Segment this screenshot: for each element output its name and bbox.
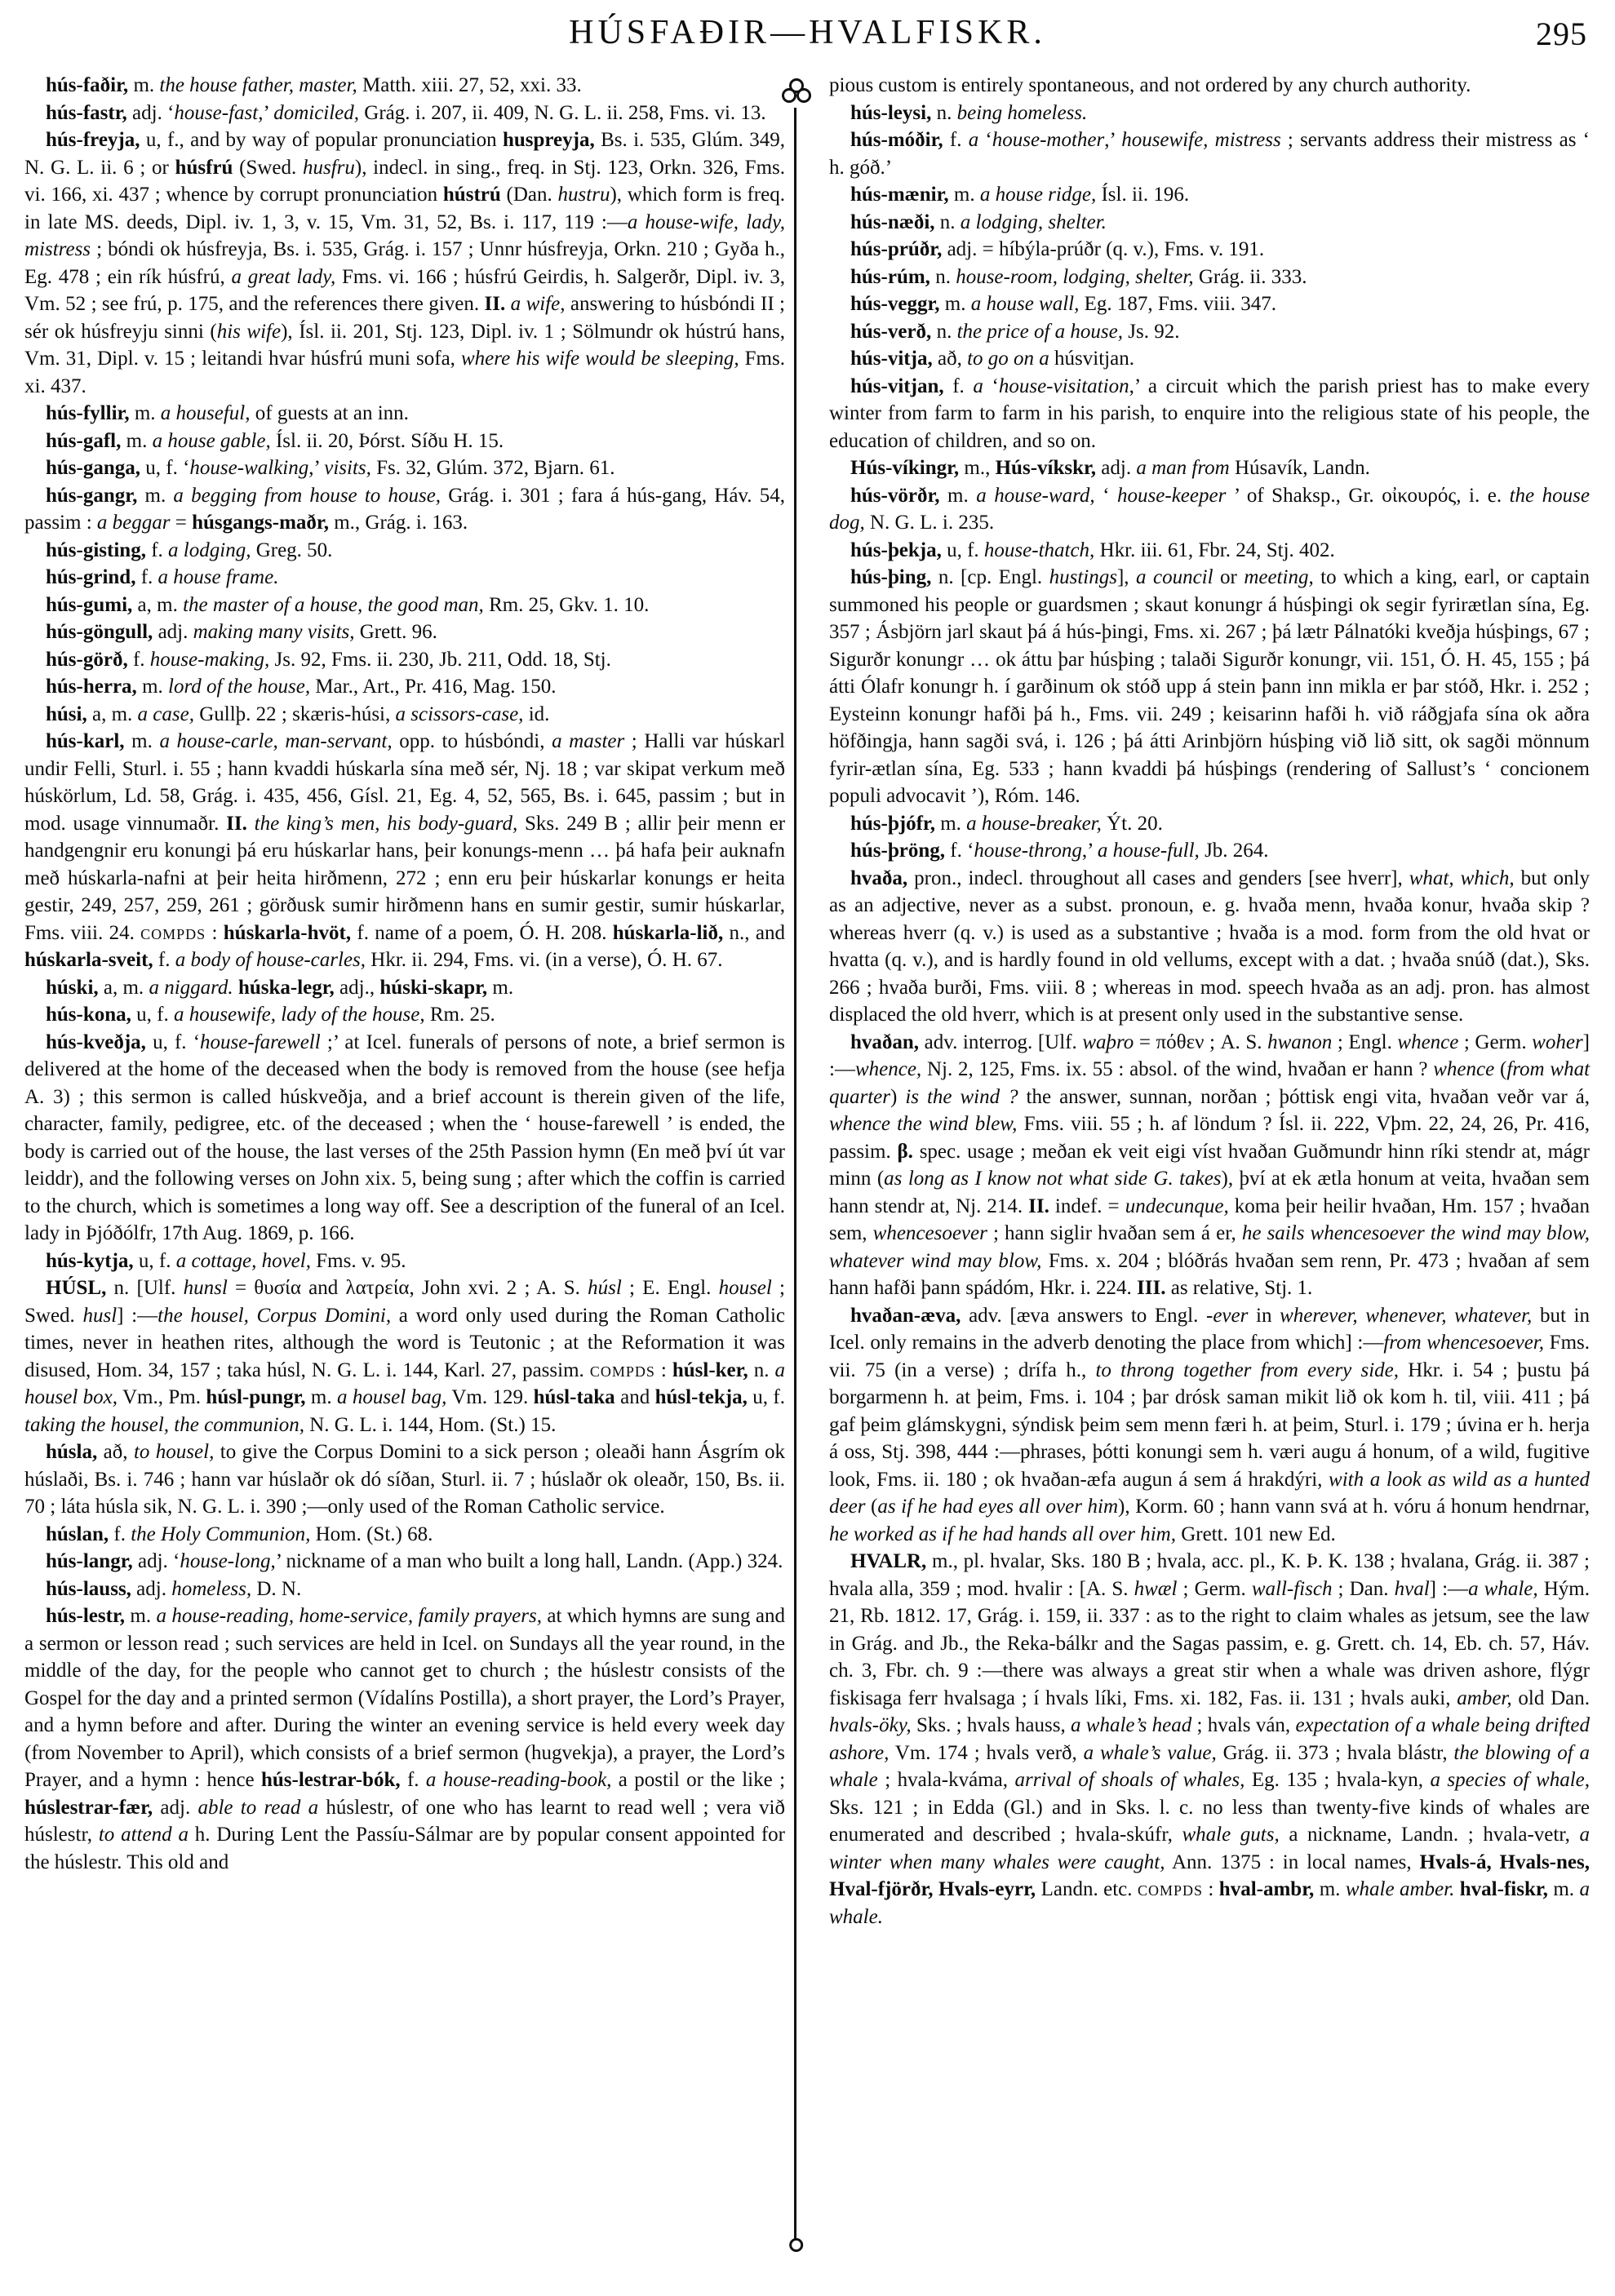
dictionary-entry: hús-faðir, m. the house father, master, Matth. xiii. 27, 52, xxi. 33. [46,74,582,96]
dictionary-entry: hús-mænir, m. a house ridge, Ísl. ii. 196. [850,184,1190,206]
dictionary-entry: hús-görð, f. house-making, Js. 92, Fms. ii. 230, Jb. 211, Odd. 18, Stj. [46,648,611,671]
dictionary-entry: hvaðan, adv. interrog. [Ulf. waþro = πόθεν ; A. S. hwanon ; Engl. whence ; Germ. woher] :—whence, Nj. 2, 125, Fms. ix. 55 : absol. of the wind, hvaðan er hann ? whence (from what quarter) is the wind ? the answer, sunnan, norðan ; þóttisk engi vita, hvaðan veðr var á, whence the wind blew, Fms. viii. 55 ; h. af löndum ? Ísl. ii. 222, Vþm. 22, 24, 26, Pr. 416, passim. β. spec. usage ; meðan ek veit eigi víst hvaðan Guðmundr hinn ríki stendr at, mágr minn (as long as I know not what side G. takes), því at ek ætla honum at veita, hvaðan sem hann stendr at, Nj. 214. II. indef. = undecunque, koma þeir heilir hvaðan, Hm. 157 ; hvaðan sem, whencesoever ; hann siglir hvaðan sem á er, he sails whencesoever the wind may blow, whatever wind may blow, Fms. x. 204 ; blóðrás hvaðan sem renn, Pr. 473 ; hvaðan af sem hann hafði þann spádóm, Hkr. i. 224. III. as relative, Stj. 1. [829,1031,1591,1299]
dictionary-entry: hús-þröng, f. ‘house-throng,’ a house-full, Jb. 264. [850,840,1269,862]
dictionary-entry: húslan, f. the Holy Communion, Hom. (St.) 68. [46,1523,433,1545]
dictionary-entry: hús-kveðja, u, f. ‘house-farewell ;’ at Icel. funerals of persons of note, a brief sermon is delivered at the home of the deceased when the body is removed from the house (see hefja A. 3) ; this sermon is called húskveðja, and a brief account is therein given of the life, character, family, pedigree, etc. of the deceased ; when the ‘ house-farewell ’ is ended, the body is carried out of the house, the last verses of the 25th Passion hymn (En með því út var leiddr), and the following verses on John xix. 5, being sung ; after which the coffin is carried to the church, which is sometimes a long way off. See a description of the funeral of an Icel. lady in Þjóðólfr, 17th Aug. 1869, p. 166. [24,1031,785,1244]
dictionary-entry: hús-gafl, m. a house gable, Ísl. ii. 20, Þórst. Síðu H. 15. [46,429,504,452]
right-column [829,72,1590,1930]
trefoil-ornament-icon [781,78,810,106]
dictionary-entry: hús-gangr, m. a begging from house to house, Grág. i. 301 ; fara á hús-gang, Háv. 54, passim : a beggar = húsgangs-maðr, m., Grág. i. 163. [24,484,785,534]
column-divider-rule [794,108,796,2239]
dictionary-entry: hús-gumi, a, m. the master of a house, the good man, Rm. 25, Gkv. 1. 10. [46,593,650,616]
dictionary-entry: hús-þing, n. [cp. Engl. hustings], a council or meeting, to which a king, earl, or captain summoned his people or guardsmen ; skaut konungr á húsþingi ok segir fyrirætlan sína, Eg. 357 ; Ásbjörn jarl skaut þá á hús-þingi, Fms. xi. 267 ; þá lætr Pálnatóki kveðja húsþings, 67 ; Sigurðr konungr … ok áttu þar húsþing ; talaði Sigurðr konungr, vii. 151, Ó. H. 45, 155 ; þá átti Ólafr konungr h. í garðinum ok stóð upp á stein þann inn mikla er þar stóð, Hkr. i. 252 ; Eysteinn konungr hafði þá h., Fms. vii. 249 ; keisarinn hafði h. við ráðgjafa sína ok aðra höfðingja, hann sagði svá, i. 126 ; þá átti Arinbjörn húsþing við lið sitt, ok sagði mönnum fyrir-ætlan sína, Eg. 533 ; hann kvaddi þá húsþings (rendering of Sallust’s ‘ concionem populi advocavit ’), Róm. 146. [829,566,1590,807]
dictionary-entry: hús-kytja, u, f. a cottage, hovel, Fms. v. 95. [46,1249,406,1272]
dictionary-entry: hús-vitja, að, to go on a húsvitjan. [850,348,1134,370]
dictionary-entry: húsi, a, m. a case, Gullþ. 22 ; skæris-húsi, a scissors-case, id. [46,703,550,725]
left-column [24,72,785,1876]
dictionary-entry: hvaðan-æva, adv. [æva answers to Engl. -ever in wherever, whenever, whatever, but in Icel. only remains in the adverb denoting the place from which] :—from whencesoever, Fms. vii. 75 (in a verse) ; drífa h., to throng together from every side, Hkr. i. 54 ; þustu þá borgarmenn h. at þeim, Fms. i. 104 ; þar drósk saman mikit lið ok kom h. til, viii. 411 ; þá gaf þeim glámskygni, sýndisk þeim sem menn færi h. at þeim, Sturl. i. 179 ; úvina er h. herja á oss, Stj. 398, 444 :—phrases, þótti konungi sem h. væri augu á honum, of a wild, fugitive look, Fms. ii. 180 ; ok hvaðan-æfa augun á sem á hrakdýri, with a look as wild as a hunted deer (as if he had eyes all over him), Korm. 60 ; hann vann svá at h. vóru á honum hendrnar, he worked as if he had hands all over him, Grett. 101 new Ed. [829,1304,1590,1545]
dictionary-entry: hús-herra, m. lord of the house, Mar., Art., Pr. 416, Mag. 150. [46,676,557,698]
dictionary-entry: hús-næði, n. a lodging, shelter. [850,211,1107,233]
dictionary-entry: hús-vitjan, f. a ‘house-visitation,’ a circuit which the parish priest has to make every winter from farm to farm in his parish, to enquire into the religious state of his people, the education of children, and so on. [829,375,1591,452]
dictionary-entry: hús-kona, u, f. a housewife, lady of the house, Rm. 25. [46,1004,495,1026]
dictionary-entry: hús-karl, m. a house-carle, man-servant, opp. to húsbóndi, a master ; Halli var húskarl undir Felli, Sturl. i. 55 ; hann kvaddi húskarla sína með sér, Nj. 18 ; var skipat verkum með húskörlum, Ld. 58, Grág. i. 435, 456, Gísl. 21, Eg. 4, 52, 565, Bs. i. 645, passim ; but in mod. usage vinnumaðr. II. the king’s men, his body-guard, Sks. 249 B ; allir þeir menn er handgengnir eru konungi þá eru húskarlar hans, þeir konungs-menn … þá hafa þeir auknafn með húskarla-nafni at þeir heita hirðmenn, 272 ; enn eru þeir húskarlar konungs er heita gestir, 249, 257, 259, 261 ; görðusk sumir hirðmenn hans en sumir gestir, sumir húskarlar, Fms. viii. 24. compds : húskarla-hvöt, f. name of a poem, Ó. H. 208. húskarla-lið, n., and húskarla-sveit, f. a body of house-carles, Hkr. ii. 294, Fms. vi. (in a verse), Ó. H. 67. [24,730,786,971]
dictionary-entry: hús-grind, f. a house frame. [46,566,279,588]
dictionary-entry: hús-ganga, u, f. ‘house-walking,’ visits, Fs. 32, Glúm. 372, Bjarn. 61. [46,457,615,479]
circle-ornament-icon [789,2238,803,2252]
dictionary-entry: húsla, að, to housel, to give the Corpus Domini to a sick person ; oleaði hann Ásgrím ok húslaði, Bs. i. 746 ; hann var húslaðr ok dó síðan, Sturl. ii. 7 ; húslaðr ok oleaðr, 150, Bs. ii. 70 ; láta húsla sik, N. G. L. i. 390 ;—only used of the Roman Catholic service. [24,1441,785,1518]
dictionary-entry: hvaða, pron., indecl. throughout all cases and genders [see hverr], what, which, but only as an adjective, never as a subst. pronoun, e. g. hvaða menn, hvaða konur, hvaða skip ? whereas hverr (q. v.) is used as a substantive ; hvaða is a mod. form from the old hvat or hvatta (q. v.), and is hardly found in old vellums, except with a dat. ; hvaða snúð (dat.), Sks. 266 ; hvaða burði, Fms. viii. 8 ; whereas in mod. speech hvaða as an adj. pron. has almost displaced the old hverr, which is at present only used in the substantive sense. [829,867,1590,1026]
dictionary-entry: húski, a, m. a niggard. húska-legr, adj., húski-skapr, m. [46,976,514,999]
dictionary-entry: hús-rúm, n. house-room, lodging, shelter, Grág. ii. 333. [850,265,1307,288]
dictionary-entry: Hús-víkingr, m., Hús-víkskr, adj. a man from Húsavík, Landn. [850,457,1370,479]
dictionary-entry: hús-gisting, f. a lodging, Greg. 50. [46,539,333,561]
dictionary-entry: hús-leysi, n. being homeless. [850,101,1088,124]
dictionary-entry: hús-þekja, u, f. house-thatch, Hkr. iii. 61, Fbr. 24, Stj. 402. [850,539,1335,561]
dictionary-entry: hús-göngull, adj. making many visits, Grett. 96. [46,621,437,643]
dictionary-entry: hús-móðir, f. a ‘house-mother,’ housewife, mistress ; servants address their mistress as ‘ h. góð.’ [829,129,1590,179]
dictionary-entry: hús-vörðr, m. a house-ward, ‘ house-keeper ’ of Shaksp., Gr. οἰκουρός, i. e. the house dog, N. G. L. i. 235. [829,484,1590,534]
dictionary-entry: hús-lestr, m. a house-reading, home-service, family prayers, at which hymns are sung and a sermon or lesson read ; such services are held in Icel. on Sundays all the year round, in the middle of the day, for the people who cannot get to church ; the húslestr consists of the Gospel for the day and a printed sermon (Vídalíns Postilla), a short prayer, the Lord’s Prayer, and a hymn before and after. During the winter an evening service is held every week day (from November to April), which consists of a brief sermon (hugvekja), a prayer, the Lord’s Prayer, and a hymn : hence hús-lestrar-bók, f. a house-reading-book, a postil or the like ; húslestrar-fær, adj. able to read a húslestr, of one who has learnt to read well ; vera við húslestr, to attend a h. During Lent the Passíu-Sálmar are by popular consent appointed for the húslestr. This old and [24,1605,786,1873]
dictionary-entry: hús-fyllir, m. a houseful, of guests at an inn. [46,402,409,424]
running-title: HÚSFAÐIR—HVALFISKR. [569,14,1046,51]
dictionary-entry: pious custom is entirely spontaneous, and not ordered by any church authority. [829,74,1471,96]
dictionary-entry: HVALR, m., pl. hvalar, Sks. 180 B ; hvala, acc. pl., K. Þ. K. 138 ; hvalana, Grág. ii. 387 ; hvala alla, 359 ; mod. hvalir : [A. S. hwæl ; Germ. wall-fisch ; Dan. hval] :—a whale, Hým. 21, Rb. 1812. 17, Grág. i. 159, ii. 337 : as to the right to claim whales as jetsum, see the law in Grág. and Jb., the Reka-bálkr and the Sagas passim, e. g. Grett. ch. 14, Eb. ch. 57, Háv. ch. 3, Fbr. ch. 9 :—there was always a great stir when a whale was driven ashore, flýgr fiskisaga ferr hvalsaga ; í hvals líki, Fms. xi. 182, Fas. ii. 131 ; hvals auki, amber, old Dan. hvals-öky, Sks. ; hvals hauss, a whale’s head ; hvals ván, expectation of a whale being drifted ashore, Vm. 174 ; hvals verð, a whale’s value, Grág. ii. 373 ; hvala blástr, the blowing of a whale ; hvala-kváma, arrival of shoals of whales, Eg. 135 ; hvala-kyn, a species of whale, Sks. 121 ; in Edda (Gl.) and in Sks. l. c. no less than twenty-five kinds of whales are enumerated and described ; hvala-skúfr, whale guts, a nickname, Landn. ; hvala-vetr, a winter when many whales were caught, Ann. 1375 : in local names, Hvals-á, Hvals-nes, Hval-fjörðr, Hvals-eyrr, Landn. etc. compds : hval-ambr, m. whale amber. hval-fiskr, m. a whale. [829,1550,1591,1928]
dictionary-entry: hús-þjófr, m. a house-breaker, Ýt. 20. [850,812,1163,835]
dictionary-entry: hús-verð, n. the price of a house, Js. 92. [850,320,1180,343]
dictionary-entry: HÚSL, n. [Ulf. hunsl = θυσία and λατρεία, John xvi. 2 ; A. S. húsl ; E. Engl. housel ; Swed. husl] :—the housel, Corpus Domini, a word only used during the Roman Catholic times, never in heathen rites, although the word is Teutonic ; at the Reformation it was disused, Hom. 34, 157 ; taka húsl, N. G. L. i. 144, Karl. 27, passim. compds : húsl-ker, n. a housel box, Vm., Pm. húsl-pungr, m. a housel bag, Vm. 129. húsl-taka and húsl-tekja, u, f. taking the housel, the communion, N. G. L. i. 144, Hom. (St.) 15. [24,1277,786,1436]
dictionary-entry: hús-freyja, u, f., and by way of popular pronunciation huspreyja, Bs. i. 535, Glúm. 349, N. G. L. ii. 6 ; or húsfrú (Swed. husfru), indecl. in sing., freq. in Stj. 123, Orkn. 326, Fms. vi. 166, xi. 437 ; whence by corrupt pronunciation hústrú (Dan. hustru), which form is freq. in late MS. deeds, Dipl. iv. 1, 3, v. 15, Vm. 31, 52, Bs. i. 117, 119 :—a house-wife, lady, mistress ; bóndi ok húsfreyja, Bs. i. 535, Grág. i. 157 ; Unnr húsfreyja, Orkn. 210 ; Gyða h., Eg. 478 ; ein rík húsfrú, a great lady, Fms. vi. 166 ; húsfrú Geirdis, h. Salgerðr, Dipl. iv. 3, Vm. 52 ; see frú, p. 175, and the references there given. II. a wife, answering to húsbóndi II ; sér ok húsfreyju sinni (his wife), Ísl. ii. 201, Stj. 123, Dipl. iv. 1 ; Sölmundr ok hústrú hans, Vm. 31, Dipl. v. 15 ; leitandi hvar húsfrú muni sofa, where his wife would be sleeping, Fms. xi. 437. [24,129,786,397]
dictionary-entry: hús-fastr, adj. ‘house-fast,’ domiciled, Grág. i. 207, ii. 409, N. G. L. ii. 258, Fms. vi. 13. [46,101,766,124]
dictionary-entry: hús-langr, adj. ‘house-long,’ nickname of a man who built a long hall, Landn. (App.) 324. [46,1550,783,1572]
dictionary-entry: hús-veggr, m. a house wall, Eg. 187, Fms. viii. 347. [850,293,1277,315]
page-number: 295 [1536,16,1587,52]
dictionary-entry: hús-lauss, adj. homeless, D. N. [46,1577,302,1600]
dictionary-entry: hús-prúðr, adj. = híbýla-prúðr (q. v.), Fms. v. 191. [850,238,1265,260]
